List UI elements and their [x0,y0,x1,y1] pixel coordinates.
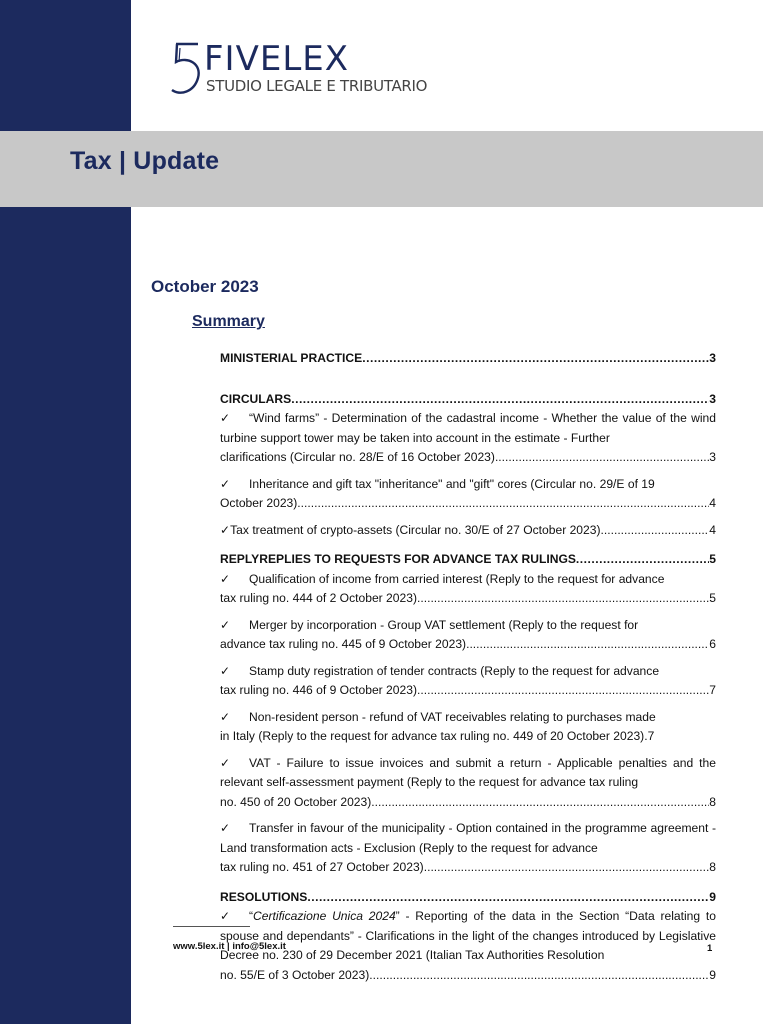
logo-mark-icon [168,40,202,98]
toc-entry-tail-text: tax ruling no. 446 of 9 October 2023). [220,683,421,697]
checkmark-icon: ✓ [220,821,231,835]
toc-heading-replies[interactable] [220,550,716,570]
toc-entry-tail[interactable] [220,635,716,655]
toc-entry-tail-text: no. 450 of 20 October 2023). [220,794,375,809]
toc-entry-text: Merger by incorporation - Group VAT settlement (Reply to the request for [249,617,639,632]
checkmark-icon: ✓ [220,571,231,586]
toc-leader-dots [375,793,710,813]
toc-entry-tail-text: no. 55/E of 3 October 2023) [220,967,370,982]
checkmark-icon: ✓ [220,755,231,770]
toc-heading-circulars[interactable] [220,390,716,410]
logo-subtitle: STUDIO LEGALE E TRIBUTARIO [206,77,428,95]
toc-heading-resolutions[interactable] [220,888,716,908]
toc-entry[interactable] [220,475,716,495]
toc-entry[interactable] [220,409,716,448]
toc-entry-text: “Wind farms” - Determination of the cadastral income - Whether the value of the wind turbine support tower may be taken into account in the estimate - Further [220,411,716,445]
toc-entry-tail[interactable] [220,727,716,747]
banner-title: Tax | Update [70,147,220,175]
toc-page-number: 3 [709,351,716,365]
toc-entry-open-quote: “ [249,909,254,923]
summary-title: Summary [192,313,265,330]
toc-entry-tail[interactable] [220,793,716,813]
toc-entry-tail-text: October 2023). [220,496,301,510]
toc-entry-text: VAT - Failure to issue invoices and submit a return - Applicable penalties and the relevant self-assessment payment (Reply to the request for advance tax ruling [220,755,716,789]
toc-entry-tail-text: Tax treatment of crypto-assets (Circular no. 30/E of 27 October 2023) [230,522,601,537]
toc-entry-tail[interactable] [220,494,716,514]
toc-page-number: 5 [709,591,716,605]
checkmark-icon: ✓ [220,411,231,425]
toc-page-number: 7 [709,683,716,697]
toc-entry[interactable] [220,819,716,858]
toc-leader-dots [301,494,710,514]
toc-entry-tail-text: tax ruling no. 451 of 27 October 2023). [220,860,428,874]
toc-page-number: 3 [709,391,716,406]
toc-entry[interactable] [220,570,716,590]
toc-page-number: 8 [709,794,716,809]
toc-entry[interactable] [220,708,716,728]
toc-leader-dots [369,966,709,986]
toc-leader-dots [307,888,709,908]
fivelex-logo [168,40,428,100]
toc-page-number: 7 [647,729,655,743]
checkmark-icon: ✓ [220,909,231,923]
toc-entry-text: Qualification of income from carried interest (Reply to the request for advance [249,571,665,586]
toc-heading-ministerial-practice[interactable] [220,349,716,369]
toc-entry-text: ” - Reporting of the data in the Section “Data relating to spouse and dependants” - Clarifications in the light of the changes introduced by Legislative Decree no. 230 of 29 December 2021 (Italian Tax Authorities Resolution [220,909,716,962]
toc-heading-title: REPLYREPLIES TO REQUESTS FOR ADVANCE TAX RULINGS [220,552,576,566]
toc-leader-dots [291,390,709,410]
footnote-divider [173,926,250,927]
toc-leader-dots [469,635,709,655]
toc-entry-italic-text: Certificazione Unica 2024 [253,909,396,923]
toc-entry[interactable] [220,616,716,636]
toc-entry-tail[interactable] [220,448,716,468]
toc-entry[interactable] [220,754,716,793]
toc-page-number: 3 [709,450,716,464]
toc-entry-text: Stamp duty registration of tender contracts (Reply to the request for advance [249,663,660,678]
toc-page-number: 9 [709,967,716,982]
toc-entry-text: Non-resident person - refund of VAT receivables relating to purchases made [249,709,656,724]
checkmark-icon: ✓ [220,709,231,724]
toc-entry-tail-text: in Italy (Reply to the request for advance tax ruling no. 449 of 20 October 2023). [220,729,648,743]
toc-entry-tail[interactable] [220,681,716,701]
toc-page-number: 8 [709,860,716,874]
toc-entry[interactable] [220,907,716,966]
toc-entry[interactable] [220,521,716,541]
toc-page-number: 6 [709,637,716,651]
toc-leader-dots [362,349,709,369]
table-of-contents [220,349,716,985]
toc-heading-title: CIRCULARS [220,391,292,406]
toc-leader-dots [495,448,709,468]
checkmark-icon: ✓ [220,522,231,537]
toc-leader-dots [427,858,709,878]
checkmark-icon: ✓ [220,663,231,678]
toc-heading-title: MINISTERIAL PRACTICE [220,351,363,365]
toc-page-number: 4 [709,496,716,510]
toc-page-number: 5 [709,552,716,566]
issue-date: October 2023 [151,277,259,296]
toc-leader-dots [420,681,709,701]
toc-entry-text: Transfer in favour of the municipality - Option contained in the programme agreement - Land transformation acts - Exclusion (Reply to the request for advance [220,821,716,855]
toc-leader-dots [601,521,710,541]
toc-leader-dots [420,589,709,609]
toc-entry-text: Inheritance and gift tax "inheritance" and "gift" cores (Circular no. 29/E of 19 [249,476,655,491]
page-number: 1 [707,943,713,954]
toc-heading-title: RESOLUTIONS [220,889,308,904]
logo-name: FIVELEX [204,39,350,79]
checkmark-icon: ✓ [220,617,231,632]
checkmark-icon: ✓ [220,476,231,491]
footer-contact-links[interactable]: www.5lex.it | info@5lex.it [173,941,286,952]
toc-entry-tail-text: advance tax ruling no. 445 of 9 October 2023). [220,637,470,651]
toc-entry[interactable] [220,662,716,682]
toc-entry-tail[interactable] [220,966,716,986]
toc-entry-tail-text: clarifications (Circular no. 28/E of 16 October 2023) [220,450,495,464]
toc-leader-dots [576,550,709,570]
toc-page-number: 9 [709,889,716,904]
toc-entry-tail[interactable] [220,858,716,878]
toc-page-number: 4 [709,522,716,537]
toc-entry-tail-text: tax ruling no. 444 of 2 October 2023). [220,591,421,605]
toc-entry-tail[interactable] [220,589,716,609]
